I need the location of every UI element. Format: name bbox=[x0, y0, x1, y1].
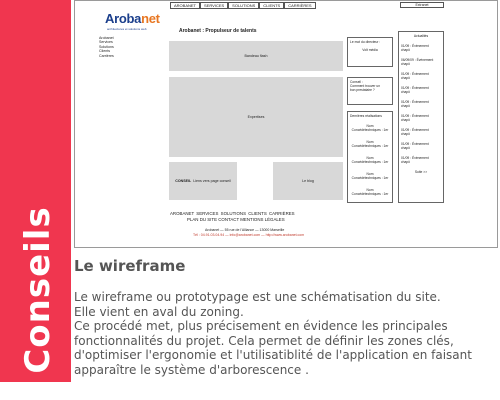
realisation-name: Nom bbox=[366, 124, 374, 128]
left-menu bbox=[99, 36, 114, 58]
conseil-question-box bbox=[347, 77, 393, 105]
logo-wordmark bbox=[105, 11, 160, 26]
realisation-name: Nom bbox=[366, 140, 374, 144]
actualite-text: chapô bbox=[401, 48, 410, 52]
actualites-box bbox=[398, 31, 444, 203]
actualite-date: 01/09 : Évènement bbox=[401, 142, 429, 146]
realisation-item bbox=[350, 188, 390, 196]
logo-brand-accent: net bbox=[141, 11, 160, 26]
realisation-desc: Concédétechniques : 1er bbox=[351, 128, 389, 132]
realisation-desc: Concédétechniques : 1er bbox=[351, 176, 389, 180]
realisation-name: Nom bbox=[366, 172, 374, 176]
blog-label: Le blog bbox=[302, 179, 314, 183]
section-line: apparaître le système d'arborescence . bbox=[74, 362, 309, 377]
extranet-box: Extranet bbox=[400, 2, 444, 8]
realisation-name: Nom bbox=[366, 156, 374, 160]
actualite-text: chapô bbox=[401, 118, 410, 122]
realisation-name: Nom bbox=[366, 188, 374, 192]
conseil-block bbox=[169, 162, 237, 200]
actualite-item bbox=[401, 100, 441, 108]
realisation-desc: Concédétechniques : 1er bbox=[351, 144, 389, 148]
realisation-item bbox=[350, 156, 390, 164]
director-title: Le mot du directeur : bbox=[350, 40, 381, 44]
left-menu-item: Solutions bbox=[99, 44, 114, 49]
expertises-label: Expertises bbox=[247, 115, 265, 119]
left-menu-item: Arobanet bbox=[99, 36, 114, 40]
actualite-item bbox=[401, 44, 441, 52]
actualite-text: chapô bbox=[401, 62, 410, 66]
top-nav-item: CLIENTS bbox=[259, 2, 284, 9]
actualite-date: 01/09 : Évènement bbox=[401, 114, 429, 118]
conseil-question-line: bon prestataire ? bbox=[350, 88, 375, 92]
section-line: Le wireframe ou prototypage est une schématisation du site. bbox=[74, 290, 441, 304]
realisation-item bbox=[350, 172, 390, 180]
actualite-text: chapô bbox=[401, 76, 410, 80]
actualite-item bbox=[401, 114, 441, 122]
director-media: Volt média bbox=[362, 48, 378, 52]
bottom-nav: AROBANET SERVICES SOLUTIONS CLIENTS CARRIÈRES bbox=[170, 211, 295, 216]
actualite-date: 01/09 : Évènement bbox=[401, 156, 429, 160]
logo-tagline: architectures et solutions web bbox=[107, 27, 147, 31]
bottom-nav-secondary: PLAN DU SITE CONTACT MENTIONS LÉGALES bbox=[187, 217, 285, 222]
top-nav-item: SERVICES bbox=[200, 2, 228, 9]
left-menu-item: Clients bbox=[99, 49, 110, 54]
wireframe-page-heading: Arobanet : Propulseur de talents bbox=[179, 28, 257, 34]
realisation-desc: Concédétechniques : 1er bbox=[351, 192, 389, 196]
logo-brand-main: Aroba bbox=[105, 11, 142, 26]
top-nav-item: CARRIÈRES bbox=[284, 2, 315, 9]
actualite-item bbox=[401, 72, 441, 80]
actualite-item bbox=[401, 128, 441, 136]
section-line: fonctionnalités du projet. Cela permet de définir les zones clés, bbox=[74, 333, 454, 348]
actualite-date: 01/09 : Évènement bbox=[401, 128, 429, 132]
bandeau-label: Bandeau flash bbox=[244, 54, 268, 58]
actualite-date: 01/09 : Évènement bbox=[401, 44, 429, 48]
actualite-text: chapô bbox=[401, 146, 410, 150]
director-box bbox=[347, 37, 393, 67]
actualite-item bbox=[401, 142, 441, 150]
actualite-date: 01/09 : Évènement bbox=[401, 72, 429, 76]
top-nav bbox=[170, 2, 316, 9]
side-banner-title: Conseils bbox=[18, 206, 58, 374]
section-line: d'optimiser l'ergonomie et l'utilisatiblité de l'application en faisant bbox=[74, 348, 472, 363]
actualites-title: Actualités bbox=[413, 34, 429, 38]
realisations-box bbox=[347, 111, 393, 203]
section-body bbox=[74, 290, 494, 378]
left-menu-item: Carrières bbox=[99, 53, 114, 58]
logo bbox=[105, 11, 161, 31]
section-line: Ce procédé met, plus précisement en évidence les principales bbox=[74, 319, 448, 334]
actualite-item bbox=[401, 58, 441, 66]
expertises-block bbox=[169, 77, 343, 157]
side-banner bbox=[0, 0, 71, 382]
footer-contact: Tél : 04.91.03.04.94 — info@arobanet.com — http://www.arobanet.com bbox=[193, 233, 305, 237]
realisation-item bbox=[350, 140, 390, 148]
realisation-desc: Concédétechniques : 1er bbox=[351, 160, 389, 164]
actualite-item bbox=[401, 86, 441, 94]
top-nav-item: AROBANET bbox=[170, 2, 200, 9]
conseil-link-text: Liens vers page conseil bbox=[193, 179, 231, 183]
footer-address: Arobanet — 55 rue de l'Alliance — 13000 Marseille bbox=[205, 228, 285, 232]
actualite-date: 01/09 : Évènement bbox=[401, 100, 429, 104]
section-line: Elle vient en aval du zoning. bbox=[74, 304, 244, 319]
realisation-item bbox=[350, 124, 390, 132]
actualite-date: 06/09/09 : Évènement bbox=[401, 58, 434, 62]
realisations-title: Dernières réalisations bbox=[350, 114, 382, 118]
conseil-question-line: Conseil : bbox=[350, 80, 363, 84]
top-nav-item: SOLUTIONS bbox=[228, 2, 259, 9]
actualite-text: chapô bbox=[401, 104, 410, 108]
conseil-label: CONSEIL bbox=[175, 179, 192, 183]
actualite-text: chapô bbox=[401, 160, 410, 164]
left-menu-item: Services bbox=[99, 40, 113, 45]
actualite-date: 01/09 : Évènement bbox=[401, 86, 429, 90]
bandeau-block bbox=[169, 41, 343, 71]
actualite-item bbox=[401, 156, 441, 164]
wireframe-image bbox=[74, 0, 498, 248]
actualite-text: chapô bbox=[401, 132, 410, 136]
blog-block bbox=[273, 162, 343, 200]
actualites-more: Suite >> bbox=[414, 170, 428, 174]
conseil-question-line: Comment trouver un bbox=[350, 84, 381, 88]
actualite-text: chapô bbox=[401, 90, 410, 94]
section-title: Le wireframe bbox=[74, 257, 186, 275]
